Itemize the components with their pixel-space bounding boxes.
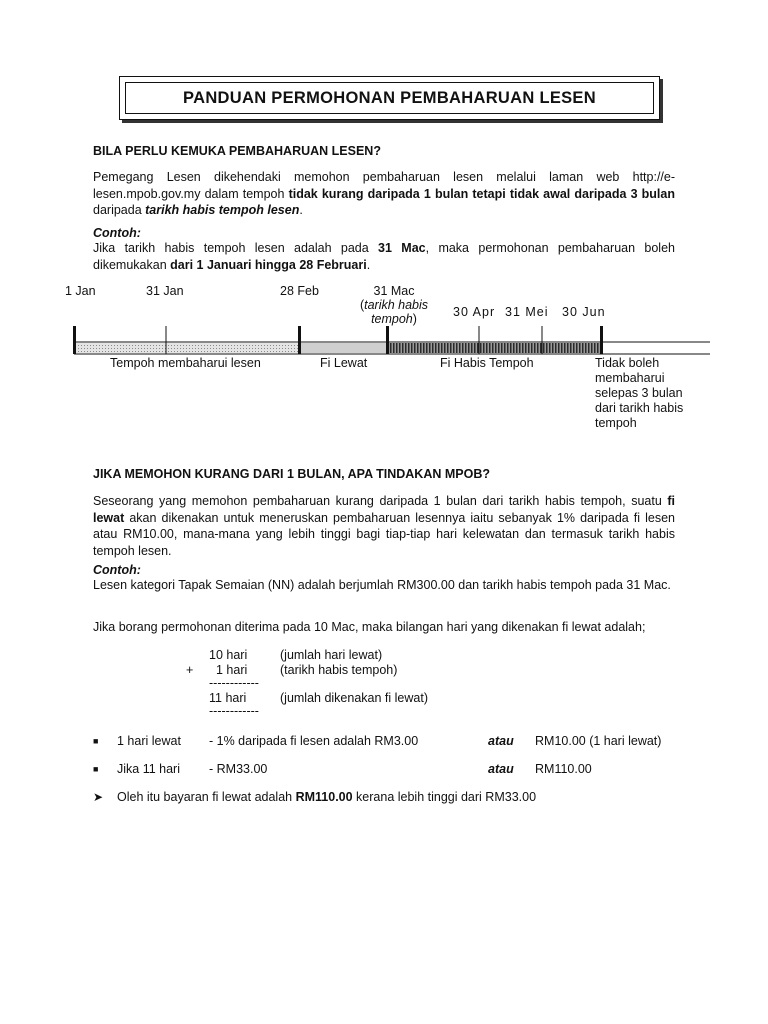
tick-1-jan [73,326,76,354]
text: , maka permohonan pembaharuan boleh dikemukakan [93,241,675,272]
text: . [299,203,303,217]
text: akan dikenakan untuk meneruskan pembaharuan lesennya iaitu sebanyak 1% daripada fi lesen atau RM10.00, mana-mana yang lebih tinggi bagi tiap-tiap hari kelewatan dan termasuk tarikh habis tempoh lesen. [93,510,675,558]
text: ) [412,312,417,326]
calc-row-3-note: (jumlah dikenakan fi lewat) [280,691,428,705]
bold-text: fi lewat [93,494,675,525]
example-label: Contoh: [93,226,141,240]
bold-text: 31 Mac [378,241,426,255]
section2-heading: JIKA MEMOHON KURANG DARI 1 BULAN, APA TINDAKAN MPOB? [93,467,490,481]
example-paragraph [93,240,675,273]
segment-late-label: Fi Lewat [320,356,368,370]
calc-divider-1: ------------ [209,676,259,690]
bullet-square-icon: ■ [93,736,99,746]
bullet-1-alt: RM10.00 (1 hari lewat) [535,734,662,748]
bullet-2-atau: atau [488,762,514,776]
page-title: PANDUAN PERMOHONAN PEMBAHARUAN LESEN [125,82,654,114]
text: kerana lebih tinggi dari RM33.00 [352,790,537,804]
bullet-1-label: 1 hari lewat [117,734,181,748]
segment-expired-fill [388,343,601,353]
bold-text: RM110.00 [295,790,353,804]
text: Jika tarikh habis tempoh lesen adalah pada [93,241,379,255]
bold-italic-text: tarikh habis tempoh lesen [145,203,300,217]
title-box [119,76,660,120]
text: . [366,257,371,272]
segment-renew-fill [76,343,299,353]
date-31-jan: 31 Jan [146,284,184,298]
italic-text: tempoh [371,312,413,326]
bold-text: dari 1 Januari hingga 28 Februari [170,257,367,272]
bullet-2-desc: - RM33.00 [209,762,268,776]
bullet-2-label: Jika 11 hari [117,762,180,776]
calc-row-1-note: (jumlah hari lewat) [280,648,383,662]
date-1-jan: 1 Jan [65,284,96,298]
bullet-1-atau: atau [488,734,514,748]
text: Oleh itu bayaran fi lewat adalah [117,790,296,804]
calc-row-2-value: 1 hari [216,663,248,677]
no-renew-note-1: Tidak boleh [595,356,660,370]
section1-paragraph [93,169,675,219]
tick-28-feb [298,326,301,354]
section2-paragraph [93,493,675,559]
no-renew-note-5: tempoh [595,416,637,430]
text: Pemegang Lesen dikehendaki memohon pembaharuan lesen melalui laman web http://e-lesen.mpob.gov.my dalam tempoh [93,170,675,201]
calc-row-1-value: 10 hari [209,648,248,662]
bullet-square-icon: ■ [93,764,99,774]
received-paragraph: Jika borang permohonan diterima pada 10 Mac, maka bilangan hari yang dikenakan fi lewat adalah; [93,620,646,634]
conclusion [117,789,536,806]
text: ( [359,298,365,312]
italic-text: tarikh habis [364,298,429,312]
tick-31-mac [386,326,389,354]
tick-30-jun [600,326,603,354]
segment-late-fill [300,343,387,353]
calc-row-2-note: (tarikh habis tempoh) [280,663,398,677]
text: daripada [93,203,146,217]
date-28-feb: 28 Feb [280,284,319,298]
calc-plus: + [186,663,194,677]
no-renew-note-2: membaharui [595,371,665,385]
bold-text: tidak kurang daripada 1 bulan tetapi tidak awal daripada 3 bulan [288,186,675,201]
example-label-2: Contoh: [93,563,141,577]
no-renew-note-3: selepas 3 bulan [595,386,683,400]
no-renew-note-4: dari tarikh habis [595,401,684,415]
calc-divider-2: ------------ [209,704,259,718]
example-paragraph-2: Lesen kategori Tapak Semaian (NN) adalah berjumlah RM300.00 dan tarikh habis tempoh pada 31 Mac. [93,578,671,592]
segment-renew-label: Tempoh membaharui lesen [110,356,261,370]
date-31-mei: 31 Mei [505,305,549,319]
section1-heading: BILA PERLU KEMUKA PEMBAHARUAN LESEN? [93,144,381,158]
segment-expired-label: Fi Habis Tempoh [440,356,534,370]
date-31-mac: 31 Mac [373,284,415,298]
bullet-1-desc: - 1% daripada fi lesen adalah RM3.00 [209,734,419,748]
date-30-apr: 30 Apr [453,305,496,319]
bullet-2-alt: RM110.00 [535,762,592,776]
date-30-jun: 30 Jun [562,305,606,319]
calc-row-3-value: 11 hari [209,691,247,705]
text: Seseorang yang memohon pembaharuan kurang daripada 1 bulan dari tarikh habis tempoh, suatu [93,494,668,508]
arrow-bullet-icon: ➤ [93,790,104,804]
